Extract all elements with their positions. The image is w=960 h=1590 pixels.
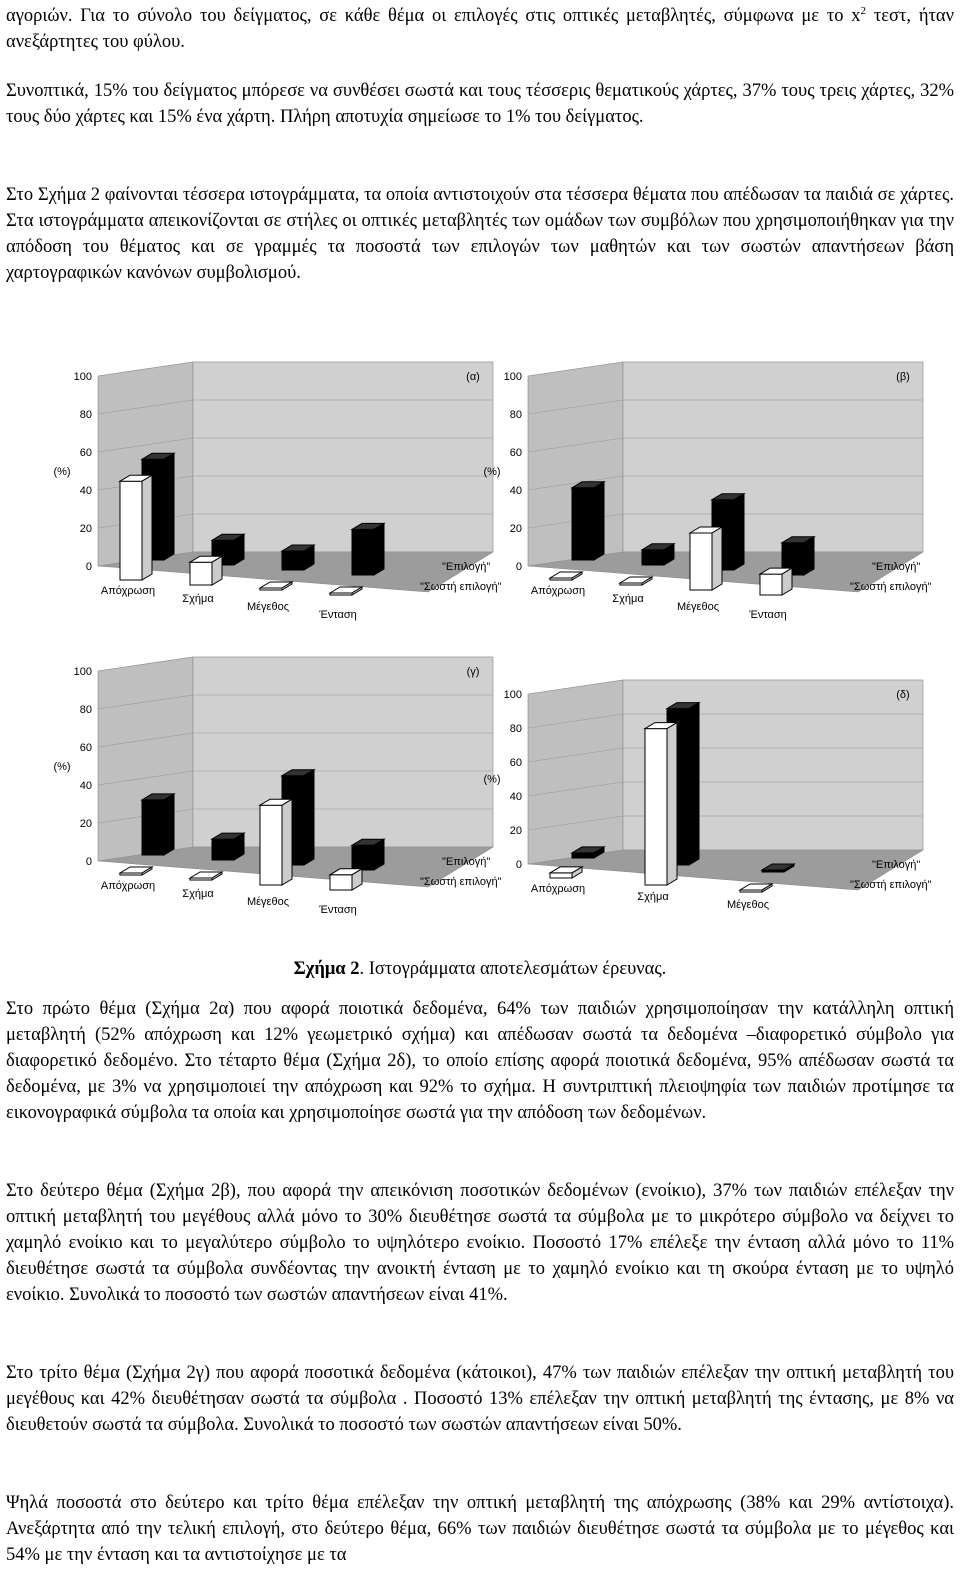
y-tick-label: 60 <box>509 447 522 459</box>
bar-side-face <box>164 794 174 855</box>
y-tick-label: 20 <box>509 825 522 837</box>
chart-c <box>40 655 502 925</box>
category-label: Μέγεθος <box>726 899 770 911</box>
y-tick-label: 20 <box>79 523 92 535</box>
series-label-choice: "Επιλογή" <box>872 561 921 573</box>
chart-c-svg <box>40 655 502 925</box>
series-label-choice: "Επιλογή" <box>442 561 491 573</box>
bar-correct <box>190 556 222 585</box>
bar-front-face <box>642 550 664 565</box>
bar-front-face <box>690 533 712 590</box>
chart-a <box>40 360 502 630</box>
paragraph-4: Στο δεύτερο θέμα (Σχήμα 2β), που αφορά την απεικόνιση ποσοτικών δεδομένων (ενοίκιο), 37% των παιδιών επέλεξαν την οπτική μεταβλητή του μεγέθους αλλά μόνο το 30% διευθέτησε σωστά τα σύμβολα με το μικρότερο σύμβολο να δείχνει το χαμηλό ενοίκιο και το μεγαλύτερο σύμβολο το υψηλότερο ενοίκιο. Ποσοστό 17% επέλεξε την ένταση αλλά μόνο το 11% διευθέτησε σωστά τα σύμβολα συνδέοντας την ανοικτή ένταση με το χαμηλό ενοίκιο και τη σκούρα ένταση με το υψηλό ενοίκιο. Συνολικά το ποσοστό των σωστών απαντήσεων είναι 41%. <box>6 1181 954 1305</box>
y-tick-label: 20 <box>509 523 522 535</box>
bar-front-face <box>142 800 164 855</box>
y-axis-label: (%) <box>53 760 71 773</box>
series-label-correct: "Σωστή επιλογή" <box>420 581 502 593</box>
y-tick-label: 20 <box>79 818 92 830</box>
category-label: Απόχρωση <box>100 880 156 892</box>
bar-front-face <box>190 562 212 585</box>
category-label: Ένταση <box>319 904 357 916</box>
bar-correct <box>620 577 652 585</box>
bar-side-face <box>712 527 722 590</box>
bar-correct <box>260 799 292 885</box>
back-wall <box>193 362 493 552</box>
bar-front-face <box>120 481 142 580</box>
y-tick-label: 40 <box>509 485 522 497</box>
bar-front-face <box>330 875 352 890</box>
bar-side-face <box>164 453 174 560</box>
category-label: Μέγεθος <box>246 601 290 613</box>
paragraph-2: Στο Σχήμα 2 φαίνονται τέσσερα ιστογράμματα, τα οποία αντιστοιχούν στα τέσσερα θέματα που απέδωσαν τα παιδιά σε χάρτες. Στα ιστογράμματα απεικονίζονται σε στήλες οι οπτικές μεταβλητές των ομάδων των συμβόλων που χρησιμοποιήθηκαν για την απόδοση του θέματος και σε γραμμές τα ποσοστά των επιλογών των μαθητών και των σωστών απαντήσεων βάση χαρτογραφικών κανόνων συμβολισμού. <box>6 185 954 283</box>
panel-label: (δ) <box>896 689 910 701</box>
y-axis-label: (%) <box>53 465 71 478</box>
chart-b <box>470 360 932 630</box>
bar-choice <box>212 833 244 860</box>
chi-square-superscript: 2 <box>860 4 867 17</box>
bar-correct <box>330 869 362 890</box>
series-label-choice: "Επιλογή" <box>442 856 491 868</box>
y-tick-label: 0 <box>85 856 92 868</box>
bar-front-face <box>352 845 374 870</box>
series-label-correct: "Σωστή επιλογή" <box>420 876 502 888</box>
bar-front-face <box>260 805 282 885</box>
bar-correct <box>120 867 152 875</box>
y-tick-label: 40 <box>79 485 92 497</box>
category-label: Ένταση <box>319 609 357 621</box>
bar-correct <box>120 475 152 580</box>
bar-front-face <box>572 853 594 858</box>
panel-label: (β) <box>896 371 910 383</box>
category-label: Μέγεθος <box>246 896 290 908</box>
bar-correct <box>690 527 722 590</box>
bar-choice <box>282 545 314 570</box>
bar-choice <box>642 544 674 565</box>
figure-caption <box>0 956 960 982</box>
bar-correct <box>260 582 292 590</box>
series-label-correct: "Σωστή επιλογή" <box>850 879 932 891</box>
bar-front-face <box>760 574 782 595</box>
category-label: Σχήμα <box>182 593 214 605</box>
category-label: Σχήμα <box>637 891 669 903</box>
paragraph-0-text-a: αγοριών. Για το σύνολο του δείγματος, σε κάθε θέμα οι επιλογές στις οπτικές μεταβλητές, σύμφωνα με το x <box>6 6 861 26</box>
chart-a-svg <box>40 360 502 630</box>
back-wall <box>193 657 493 847</box>
bar-correct <box>330 587 362 595</box>
bar-side-face <box>282 799 292 885</box>
bar-side-face <box>804 537 814 575</box>
chart-d-svg <box>470 668 932 928</box>
paragraph-0-text-b: τεστ, ήταν ανεξάρτητες του φύλου. <box>6 6 954 52</box>
side-wall <box>528 680 623 864</box>
y-tick-label: 80 <box>79 704 92 716</box>
bar-correct <box>740 884 772 892</box>
bar-side-face <box>667 723 677 885</box>
y-tick-label: 0 <box>515 859 522 871</box>
bar-choice <box>572 482 604 560</box>
figure-caption-text: . Ιστογράμματα αποτελεσμάτων έρευνας. <box>359 959 667 979</box>
y-tick-label: 100 <box>503 371 522 383</box>
y-tick-label: 40 <box>509 791 522 803</box>
paragraph-5: Στο τρίτο θέμα (Σχήμα 2γ) που αφορά ποσοτικά δεδομένα (κάτοικοι), 47% των παιδιών επέλεξαν την οπτική μεταβλητή του μεγέθους και 42% διευθέτησαν σωστά τα σύμβολα . Ποσοστό 13% επέλεξαν την οπτική μεταβλητή της έντασης, με 8% να διευθετούν σωστά τα σύμβολα. Συνολικά το ποσοστό των σωστών απαντήσεων είναι 50%. <box>6 1363 954 1435</box>
chart-d <box>470 668 932 928</box>
y-tick-label: 0 <box>85 561 92 573</box>
y-axis-label: (%) <box>483 465 501 478</box>
bar-choice <box>142 794 174 855</box>
category-label: Σχήμα <box>612 593 644 605</box>
panel-label: (γ) <box>466 666 480 678</box>
y-tick-label: 80 <box>509 409 522 421</box>
paragraph-3: Στο πρώτο θέμα (Σχήμα 2α) που αφορά ποιοτικά δεδομένα, 64% των παιδιών χρησιμοποίησαν την κατάλληλη οπτική μεταβλητή (52% απόχρωση και 12% γεωμετρικό σχήμα) και απέδωσαν σωστά τα δεδομένα –διαφορετικό σύμβολο για διαφορετικό δεδομένο. Στο τέταρτο θέμα (Σχήμα 2δ), το οποίο επίσης αφορά ποιοτικά δεδομένα, 95% απέδωσαν σωστά τα δεδομένα, με 3% να χρησιμοποιεί την απόχρωση και 92% το σχήμα. Η συντριπτική πλειοψηφία των παιδιών προτίμησε τα εικονογραφικά σύμβολα τα οποία και χρησιμοποίησε σωστά για την απόδοση των δεδομένων. <box>6 999 954 1123</box>
y-tick-label: 60 <box>79 447 92 459</box>
bar-front-face <box>282 551 304 570</box>
category-label: Απόχρωση <box>530 883 586 895</box>
bar-side-face <box>689 703 699 865</box>
bar-side-face <box>142 475 152 580</box>
paragraph-1: Συνοπτικά, 15% του δείγματος μπόρεσε να συνθέσει σωστά και τους τέσσερις θεματικούς χάρτες, 37% τους τρεις χάρτες, 32% τους δύο χάρτες και 15% ένα χάρτη. Πλήρη αποτυχία σημείωσε το 1% του δείγματος. <box>6 81 954 127</box>
bar-choice <box>352 523 384 575</box>
bar-front-face <box>212 839 234 860</box>
y-tick-label: 60 <box>79 742 92 754</box>
category-label: Μέγεθος <box>676 601 720 613</box>
paragraph-6: Ψηλά ποσοστά στο δεύτερο και τρίτο θέμα επέλεξαν την οπτική μεταβλητή της απόχρωσης (38% και 29% αντίστοιχα). Ανεξάρτητα από την τελική επιλογή, στο δεύτερο θέμα, 66% των παιδιών διευθέτησε σωστά τα σύμβολα με το μέγεθος και 54% με την ένταση και τα αντιστοίχησε με τα <box>6 1493 954 1565</box>
y-axis-label: (%) <box>483 773 501 786</box>
bar-side-face <box>374 523 384 575</box>
y-tick-label: 60 <box>509 757 522 769</box>
bar-front-face <box>352 529 374 575</box>
chart-b-svg <box>470 360 932 630</box>
bar-correct <box>550 867 582 878</box>
panel-label: (α) <box>466 371 480 383</box>
bar-correct <box>645 723 677 885</box>
bar-side-face <box>594 482 604 560</box>
bar-side-face <box>234 534 244 565</box>
category-label: Ένταση <box>749 609 787 621</box>
category-label: Απόχρωση <box>530 585 586 597</box>
y-tick-label: 100 <box>73 666 92 678</box>
bar-front-face <box>572 488 594 560</box>
bar-front-face <box>645 729 667 885</box>
series-label-correct: "Σωστή επιλογή" <box>850 581 932 593</box>
bar-correct <box>550 572 582 580</box>
y-tick-label: 80 <box>509 723 522 735</box>
y-tick-label: 40 <box>79 780 92 792</box>
bar-side-face <box>374 839 384 870</box>
paragraph-0 <box>6 3 954 55</box>
bar-correct <box>760 568 792 595</box>
category-label: Σχήμα <box>182 888 214 900</box>
back-wall <box>623 362 923 552</box>
series-label-choice: "Επιλογή" <box>872 859 921 871</box>
bar-choice <box>352 839 384 870</box>
y-tick-label: 100 <box>73 371 92 383</box>
bar-side-face <box>734 494 744 570</box>
bar-front-face <box>550 873 572 878</box>
y-tick-label: 0 <box>515 561 522 573</box>
bar-side-face <box>304 770 314 865</box>
figure-caption-label: Σχήμα 2 <box>293 959 360 979</box>
y-tick-label: 100 <box>503 689 522 701</box>
category-label: Απόχρωση <box>100 585 156 597</box>
bar-correct <box>190 872 222 880</box>
y-tick-label: 80 <box>79 409 92 421</box>
